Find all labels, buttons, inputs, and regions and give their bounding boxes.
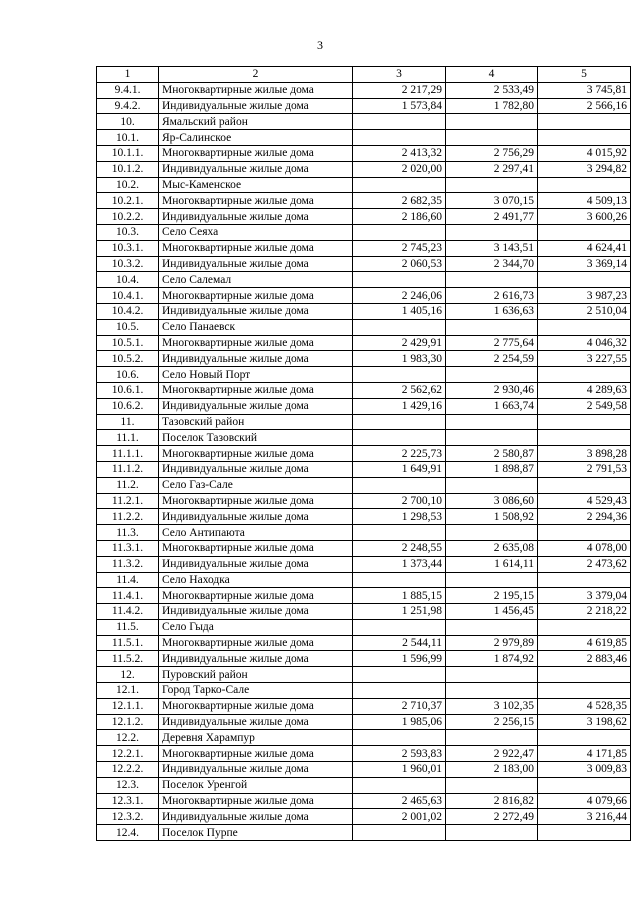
value-col3-cell: 2 544,11 (353, 635, 446, 651)
row-number-cell: 10.2.1. (97, 193, 159, 209)
table-row (97, 288, 631, 304)
value-col4-cell: 3 070,15 (446, 193, 538, 209)
value-col3-cell (353, 414, 446, 430)
table-header-row (97, 67, 631, 83)
value-col5-cell (538, 177, 631, 193)
value-col3-cell: 2 001,02 (353, 809, 446, 825)
value-col4-cell: 2 922,47 (446, 746, 538, 762)
value-col5-cell: 2 549,58 (538, 398, 631, 414)
value-col5-cell: 4 528,35 (538, 698, 631, 714)
value-col5-cell: 3 987,23 (538, 288, 631, 304)
row-number-cell: 10.1. (97, 130, 159, 146)
value-col3-cell: 2 710,37 (353, 698, 446, 714)
value-col5-cell: 4 078,00 (538, 540, 631, 556)
row-name-cell: Село Гыда (159, 619, 353, 635)
row-number-cell: 11.1.2. (97, 461, 159, 477)
header-cell: 2 (159, 67, 353, 83)
row-number-cell: 9.4.1. (97, 82, 159, 98)
table-row (97, 477, 631, 493)
value-col3-cell: 1 405,16 (353, 303, 446, 319)
table-row (97, 793, 631, 809)
value-col3-cell: 2 186,60 (353, 209, 446, 225)
value-col3-cell: 2 225,73 (353, 446, 446, 462)
row-name-cell: Индивидуальные жилые дома (159, 762, 353, 778)
value-col3-cell (353, 130, 446, 146)
table-row (97, 667, 631, 683)
row-name-cell: Индивидуальные жилые дома (159, 398, 353, 414)
value-col3-cell (353, 777, 446, 793)
value-col4-cell: 3 143,51 (446, 240, 538, 256)
table-row (97, 382, 631, 398)
header-cell: 1 (97, 67, 159, 83)
table-row (97, 98, 631, 114)
row-name-cell: Многоквартирные жилые дома (159, 446, 353, 462)
table-row (97, 272, 631, 288)
value-col5-cell: 2 473,62 (538, 556, 631, 572)
value-col4-cell (446, 667, 538, 683)
table-row (97, 556, 631, 572)
table-row (97, 777, 631, 793)
row-name-cell: Индивидуальные жилые дома (159, 303, 353, 319)
value-col4-cell: 1 782,80 (446, 98, 538, 114)
value-col5-cell (538, 477, 631, 493)
row-number-cell: 12.1. (97, 683, 159, 699)
row-name-cell: Мыс-Каменское (159, 177, 353, 193)
value-col5-cell: 2 566,16 (538, 98, 631, 114)
value-col5-cell (538, 683, 631, 699)
value-col3-cell: 2 562,62 (353, 382, 446, 398)
value-col3-cell (353, 177, 446, 193)
row-name-cell: Поселок Уренгой (159, 777, 353, 793)
row-number-cell: 10.4.2. (97, 303, 159, 319)
row-name-cell: Многоквартирные жилые дома (159, 240, 353, 256)
row-number-cell: 10.5.1. (97, 335, 159, 351)
row-number-cell: 11.3. (97, 525, 159, 541)
table-row (97, 825, 631, 841)
row-number-cell: 12.1.2. (97, 714, 159, 730)
table-row (97, 446, 631, 462)
table-row (97, 461, 631, 477)
value-col4-cell (446, 572, 538, 588)
value-col4-cell: 1 508,92 (446, 509, 538, 525)
value-col4-cell: 2 297,41 (446, 161, 538, 177)
value-col5-cell: 3 600,26 (538, 209, 631, 225)
value-col3-cell (353, 477, 446, 493)
value-col3-cell: 2 246,06 (353, 288, 446, 304)
row-name-cell: Индивидуальные жилые дома (159, 714, 353, 730)
value-col3-cell: 1 429,16 (353, 398, 446, 414)
table-row (97, 714, 631, 730)
value-col4-cell (446, 477, 538, 493)
table-row (97, 762, 631, 778)
table-row (97, 367, 631, 383)
value-col4-cell (446, 430, 538, 446)
value-col5-cell: 4 289,63 (538, 382, 631, 398)
row-number-cell: 11.1. (97, 430, 159, 446)
value-col5-cell: 4 046,32 (538, 335, 631, 351)
table-row (97, 604, 631, 620)
row-number-cell: 11.2. (97, 477, 159, 493)
row-name-cell: Индивидуальные жилые дома (159, 161, 353, 177)
value-col3-cell: 2 593,83 (353, 746, 446, 762)
row-name-cell: Многоквартирные жилые дома (159, 193, 353, 209)
value-col3-cell: 1 885,15 (353, 588, 446, 604)
row-number-cell: 10.3. (97, 224, 159, 240)
row-number-cell: 10.6.2. (97, 398, 159, 414)
value-col4-cell: 2 533,49 (446, 82, 538, 98)
row-number-cell: 11.5.1. (97, 635, 159, 651)
value-col4-cell (446, 825, 538, 841)
table-row (97, 224, 631, 240)
value-col3-cell: 1 251,98 (353, 604, 446, 620)
row-name-cell: Многоквартирные жилые дома (159, 382, 353, 398)
value-col4-cell: 2 930,46 (446, 382, 538, 398)
value-col4-cell: 2 183,00 (446, 762, 538, 778)
value-col5-cell: 2 791,53 (538, 461, 631, 477)
row-number-cell: 12.3. (97, 777, 159, 793)
table-row (97, 730, 631, 746)
row-number-cell: 11.5.2. (97, 651, 159, 667)
row-name-cell: Многоквартирные жилые дома (159, 145, 353, 161)
table-row (97, 683, 631, 699)
value-col3-cell (353, 730, 446, 746)
row-number-cell: 12.3.2. (97, 809, 159, 825)
table-row (97, 319, 631, 335)
table-row (97, 351, 631, 367)
value-col4-cell: 1 614,11 (446, 556, 538, 572)
value-col4-cell (446, 130, 538, 146)
value-col4-cell: 1 636,63 (446, 303, 538, 319)
value-col3-cell: 1 983,30 (353, 351, 446, 367)
value-col3-cell (353, 825, 446, 841)
value-col4-cell: 1 898,87 (446, 461, 538, 477)
value-col4-cell: 3 102,35 (446, 698, 538, 714)
row-name-cell: Тазовский район (159, 414, 353, 430)
value-col3-cell: 2 217,29 (353, 82, 446, 98)
value-col4-cell: 2 635,08 (446, 540, 538, 556)
row-number-cell: 10.4.1. (97, 288, 159, 304)
page-number: 3 (317, 38, 323, 52)
value-col3-cell: 2 020,00 (353, 161, 446, 177)
row-name-cell: Индивидуальные жилые дома (159, 209, 353, 225)
value-col5-cell: 2 218,22 (538, 604, 631, 620)
row-number-cell: 10.1.2. (97, 161, 159, 177)
value-col5-cell: 4 529,43 (538, 493, 631, 509)
table-row (97, 572, 631, 588)
value-col5-cell: 4 079,66 (538, 793, 631, 809)
row-name-cell: Село Антипаюта (159, 525, 353, 541)
value-col3-cell (353, 319, 446, 335)
value-col5-cell: 3 009,83 (538, 762, 631, 778)
value-col4-cell: 2 775,64 (446, 335, 538, 351)
value-col5-cell (538, 430, 631, 446)
value-col5-cell (538, 572, 631, 588)
table-row (97, 145, 631, 161)
row-name-cell: Многоквартирные жилые дома (159, 793, 353, 809)
row-number-cell: 9.4.2. (97, 98, 159, 114)
row-number-cell: 12.2. (97, 730, 159, 746)
value-col3-cell: 1 573,84 (353, 98, 446, 114)
value-col3-cell (353, 224, 446, 240)
table-row (97, 635, 631, 651)
row-name-cell: Индивидуальные жилые дома (159, 351, 353, 367)
value-col5-cell: 3 745,81 (538, 82, 631, 98)
table-row (97, 493, 631, 509)
value-col4-cell (446, 319, 538, 335)
value-col5-cell: 3 369,14 (538, 256, 631, 272)
row-number-cell: 10.2. (97, 177, 159, 193)
value-col3-cell (353, 572, 446, 588)
row-name-cell: Многоквартирные жилые дома (159, 746, 353, 762)
row-name-cell: Поселок Пурпе (159, 825, 353, 841)
value-col3-cell: 1 960,01 (353, 762, 446, 778)
table-row (97, 698, 631, 714)
table-row (97, 303, 631, 319)
value-col4-cell (446, 224, 538, 240)
row-name-cell: Индивидуальные жилые дома (159, 556, 353, 572)
value-col3-cell: 2 700,10 (353, 493, 446, 509)
value-col5-cell: 3 198,62 (538, 714, 631, 730)
value-col4-cell: 2 256,15 (446, 714, 538, 730)
row-name-cell: Индивидуальные жилые дома (159, 651, 353, 667)
row-number-cell: 10.6. (97, 367, 159, 383)
value-col5-cell (538, 414, 631, 430)
value-col5-cell: 3 227,55 (538, 351, 631, 367)
row-name-cell: Село Газ-Сале (159, 477, 353, 493)
value-col5-cell: 3 898,28 (538, 446, 631, 462)
row-number-cell: 11.4.2. (97, 604, 159, 620)
value-col5-cell (538, 224, 631, 240)
value-col3-cell (353, 114, 446, 130)
header-cell: 5 (538, 67, 631, 83)
row-number-cell: 11.1.1. (97, 446, 159, 462)
header-cell: 3 (353, 67, 446, 83)
value-col5-cell: 4 619,85 (538, 635, 631, 651)
row-number-cell: 10. (97, 114, 159, 130)
value-col4-cell: 2 491,77 (446, 209, 538, 225)
value-col4-cell (446, 619, 538, 635)
value-col4-cell (446, 777, 538, 793)
value-col3-cell: 1 649,91 (353, 461, 446, 477)
value-col5-cell (538, 114, 631, 130)
row-name-cell: Многоквартирные жилые дома (159, 493, 353, 509)
table-row (97, 177, 631, 193)
row-name-cell: Многоквартирные жилые дома (159, 288, 353, 304)
row-number-cell: 11. (97, 414, 159, 430)
value-col5-cell: 3 216,44 (538, 809, 631, 825)
table-row (97, 619, 631, 635)
value-col4-cell (446, 730, 538, 746)
table-row (97, 651, 631, 667)
row-number-cell: 11.2.1. (97, 493, 159, 509)
value-col5-cell: 3 379,04 (538, 588, 631, 604)
table-row (97, 809, 631, 825)
value-col3-cell: 2 248,55 (353, 540, 446, 556)
value-col3-cell: 2 060,53 (353, 256, 446, 272)
value-col5-cell (538, 367, 631, 383)
table-row (97, 193, 631, 209)
row-number-cell: 10.4. (97, 272, 159, 288)
value-col3-cell (353, 683, 446, 699)
value-col4-cell: 2 580,87 (446, 446, 538, 462)
value-col4-cell: 2 344,70 (446, 256, 538, 272)
value-col4-cell (446, 683, 538, 699)
row-name-cell: Индивидуальные жилые дома (159, 256, 353, 272)
row-name-cell: Ямальский район (159, 114, 353, 130)
table-row (97, 161, 631, 177)
value-col4-cell: 2 979,89 (446, 635, 538, 651)
table-row (97, 130, 631, 146)
value-col3-cell (353, 367, 446, 383)
row-number-cell: 10.6.1. (97, 382, 159, 398)
row-number-cell: 10.2.2. (97, 209, 159, 225)
row-name-cell: Село Находка (159, 572, 353, 588)
value-col4-cell: 2 616,73 (446, 288, 538, 304)
row-name-cell: Пуровский район (159, 667, 353, 683)
value-col3-cell: 2 745,23 (353, 240, 446, 256)
row-number-cell: 12.2.1. (97, 746, 159, 762)
row-number-cell: 11.3.1. (97, 540, 159, 556)
value-col4-cell (446, 114, 538, 130)
value-col5-cell (538, 272, 631, 288)
row-name-cell: Деревня Харампур (159, 730, 353, 746)
table-row (97, 398, 631, 414)
row-name-cell: Индивидуальные жилые дома (159, 98, 353, 114)
value-col5-cell (538, 730, 631, 746)
value-col5-cell: 4 624,41 (538, 240, 631, 256)
table-row (97, 240, 631, 256)
value-col4-cell (446, 525, 538, 541)
value-col4-cell (446, 414, 538, 430)
table-row (97, 746, 631, 762)
table-row (97, 525, 631, 541)
value-col4-cell: 2 756,29 (446, 145, 538, 161)
table-row (97, 82, 631, 98)
value-col5-cell: 2 510,04 (538, 303, 631, 319)
table-row (97, 509, 631, 525)
row-name-cell: Многоквартирные жилые дома (159, 82, 353, 98)
value-col4-cell: 3 086,60 (446, 493, 538, 509)
value-col4-cell: 2 272,49 (446, 809, 538, 825)
row-name-cell: Многоквартирные жилые дома (159, 588, 353, 604)
row-name-cell: Многоквартирные жилые дома (159, 335, 353, 351)
price-table (96, 66, 631, 841)
row-number-cell: 10.3.1. (97, 240, 159, 256)
value-col4-cell: 2 195,15 (446, 588, 538, 604)
value-col4-cell: 1 663,74 (446, 398, 538, 414)
value-col3-cell (353, 667, 446, 683)
value-col4-cell (446, 272, 538, 288)
value-col5-cell (538, 525, 631, 541)
row-name-cell: Поселок Тазовский (159, 430, 353, 446)
value-col5-cell: 2 883,46 (538, 651, 631, 667)
table-row (97, 256, 631, 272)
row-name-cell: Индивидуальные жилые дома (159, 604, 353, 620)
row-number-cell: 12.2.2. (97, 762, 159, 778)
value-col5-cell: 4 171,85 (538, 746, 631, 762)
row-number-cell: 11.4. (97, 572, 159, 588)
table-row (97, 335, 631, 351)
row-name-cell: Село Новый Порт (159, 367, 353, 383)
row-number-cell: 12.1.1. (97, 698, 159, 714)
header-cell: 4 (446, 67, 538, 83)
row-number-cell: 11.2.2. (97, 509, 159, 525)
row-name-cell: Яр-Салинское (159, 130, 353, 146)
row-number-cell: 12.4. (97, 825, 159, 841)
value-col4-cell: 2 816,82 (446, 793, 538, 809)
table-row (97, 540, 631, 556)
value-col3-cell: 2 682,35 (353, 193, 446, 209)
value-col3-cell: 1 985,06 (353, 714, 446, 730)
row-name-cell: Индивидуальные жилые дома (159, 461, 353, 477)
value-col4-cell (446, 177, 538, 193)
row-number-cell: 11.5. (97, 619, 159, 635)
row-number-cell: 10.5.2. (97, 351, 159, 367)
value-col5-cell (538, 619, 631, 635)
value-col3-cell: 1 373,44 (353, 556, 446, 572)
value-col5-cell (538, 130, 631, 146)
row-number-cell: 10.3.2. (97, 256, 159, 272)
table-row (97, 430, 631, 446)
value-col3-cell: 2 465,63 (353, 793, 446, 809)
row-name-cell: Индивидуальные жилые дома (159, 509, 353, 525)
value-col5-cell (538, 825, 631, 841)
value-col5-cell: 3 294,82 (538, 161, 631, 177)
row-number-cell: 10.5. (97, 319, 159, 335)
row-name-cell: Многоквартирные жилые дома (159, 540, 353, 556)
row-number-cell: 10.1.1. (97, 145, 159, 161)
value-col5-cell (538, 667, 631, 683)
value-col3-cell: 1 596,99 (353, 651, 446, 667)
value-col5-cell (538, 777, 631, 793)
value-col5-cell: 4 509,13 (538, 193, 631, 209)
table-row (97, 209, 631, 225)
value-col3-cell (353, 272, 446, 288)
value-col3-cell (353, 619, 446, 635)
row-number-cell: 12. (97, 667, 159, 683)
value-col4-cell: 1 456,45 (446, 604, 538, 620)
row-name-cell: Индивидуальные жилые дома (159, 809, 353, 825)
value-col3-cell (353, 430, 446, 446)
row-name-cell: Село Панаевск (159, 319, 353, 335)
row-name-cell: Многоквартирные жилые дома (159, 635, 353, 651)
table-row (97, 114, 631, 130)
value-col3-cell: 1 298,53 (353, 509, 446, 525)
value-col4-cell: 1 874,92 (446, 651, 538, 667)
value-col4-cell: 2 254,59 (446, 351, 538, 367)
row-name-cell: Село Салемал (159, 272, 353, 288)
row-name-cell: Село Сеяха (159, 224, 353, 240)
row-name-cell: Многоквартирные жилые дома (159, 698, 353, 714)
table-row (97, 414, 631, 430)
value-col3-cell (353, 525, 446, 541)
row-name-cell: Город Тарко-Сале (159, 683, 353, 699)
row-number-cell: 11.4.1. (97, 588, 159, 604)
value-col3-cell: 2 413,32 (353, 145, 446, 161)
value-col5-cell: 2 294,36 (538, 509, 631, 525)
value-col3-cell: 2 429,91 (353, 335, 446, 351)
value-col5-cell: 4 015,92 (538, 145, 631, 161)
value-col4-cell (446, 367, 538, 383)
row-number-cell: 11.3.2. (97, 556, 159, 572)
table-row (97, 588, 631, 604)
value-col5-cell (538, 319, 631, 335)
row-number-cell: 12.3.1. (97, 793, 159, 809)
